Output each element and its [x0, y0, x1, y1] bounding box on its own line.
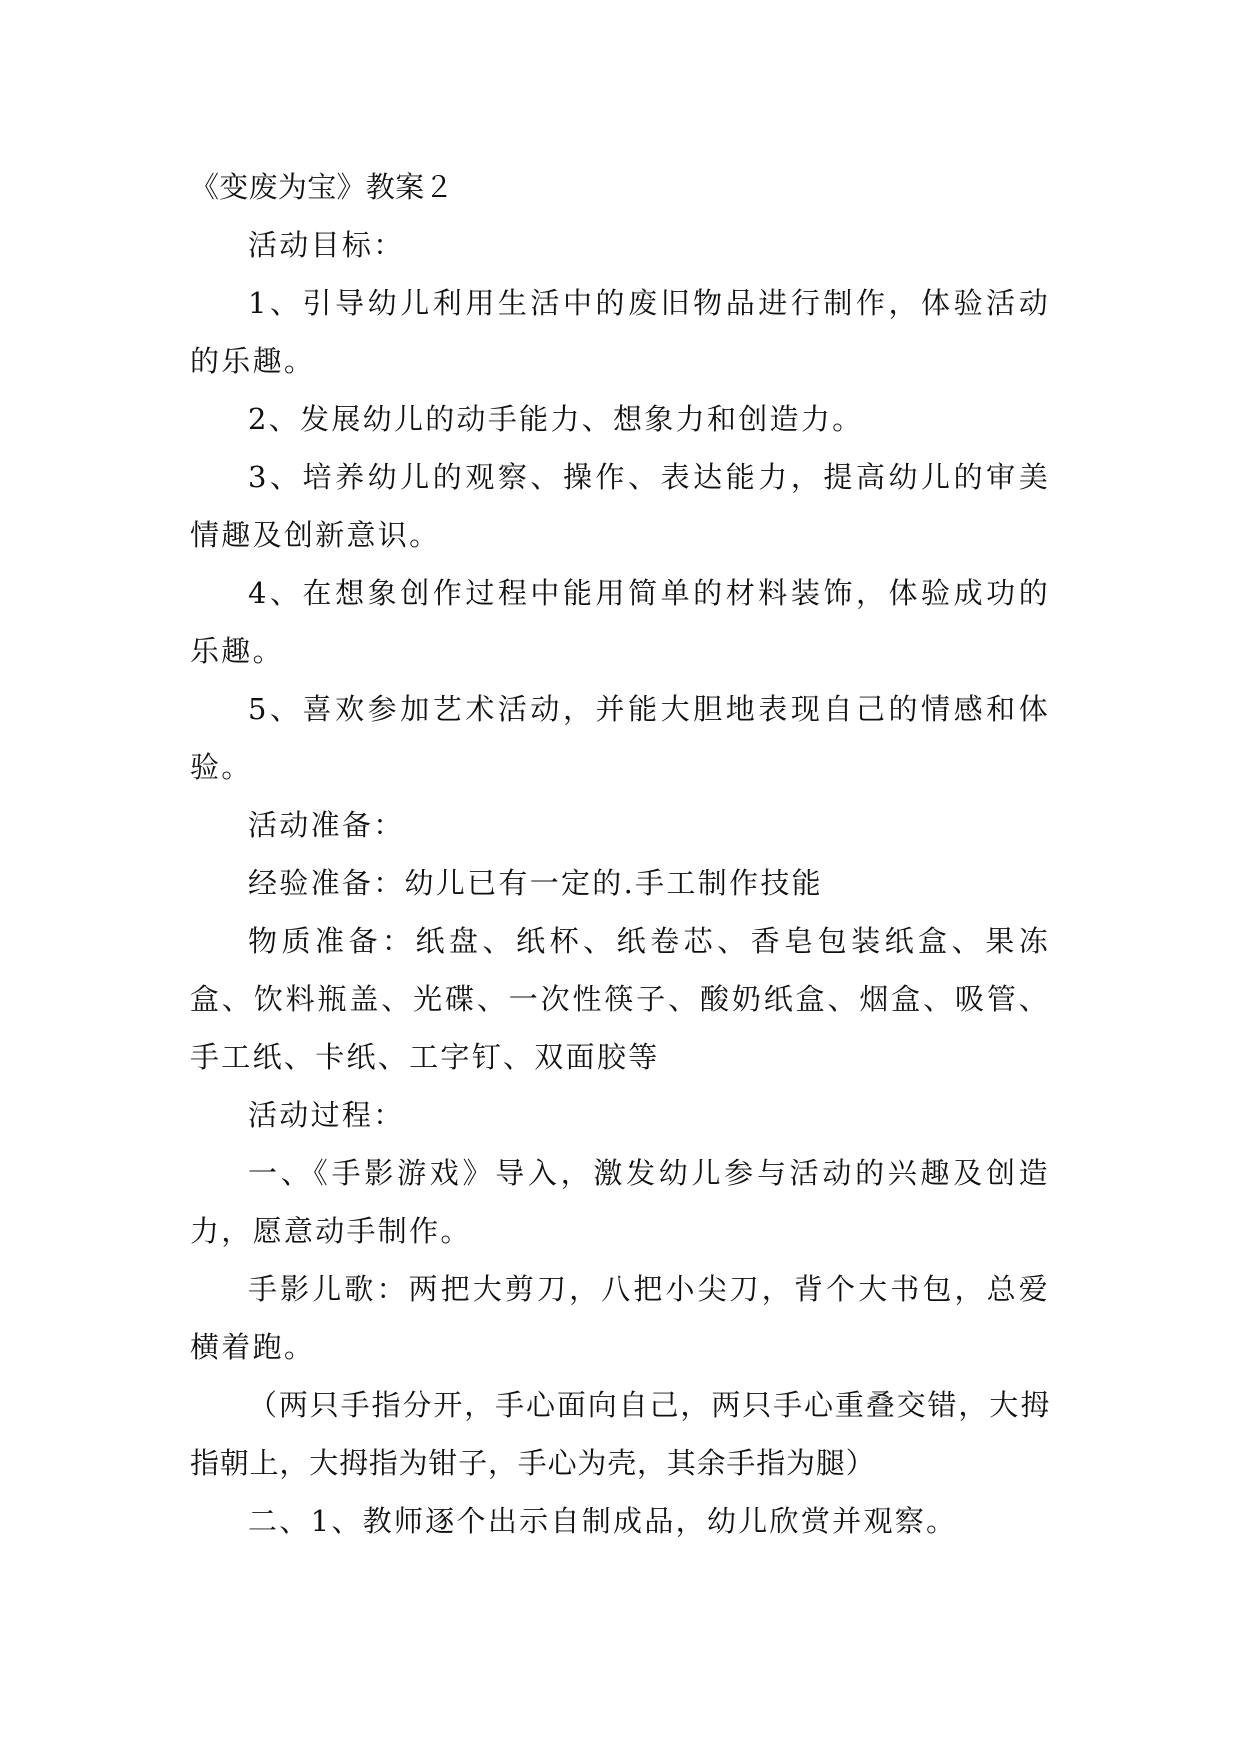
document-body [190, 158, 1050, 1550]
process-step-1: 一、《手影游戏》导入，激发幼儿参与活动的兴趣及创造力，愿意动手制作。 [190, 1156, 1050, 1248]
goal-item-2: 2、发展幼儿的动手能力、想象力和创造力。 [248, 402, 864, 436]
section-heading-process: 活动过程： [248, 1098, 405, 1132]
section-heading-preparation: 活动准备： [248, 808, 405, 842]
material-preparation: 物质准备：纸盘、纸杯、纸卷芯、香皂包装纸盒、果冻盒、饮料瓶盖、光碟、一次性筷子、酸奶纸盒、烟盒、吸管、手工纸、卡纸、工字钉、双面胶等 [190, 924, 1050, 1074]
document-title: 《变废为宝》教案２ [190, 170, 454, 204]
hand-shadow-rhyme: 手影儿歌：两把大剪刀，八把小尖刀，背个大书包，总爱横着跑。 [190, 1272, 1050, 1364]
experience-preparation: 经验准备：幼儿已有一定的.手工制作技能 [248, 866, 823, 900]
goal-item-3: 3、培养幼儿的观察、操作、表达能力，提高幼儿的审美情趣及创新意识。 [190, 460, 1050, 552]
process-step-2: 二、1、教师逐个出示自制成品，幼儿欣赏并观察。 [248, 1504, 958, 1538]
goal-item-4: 4、在想象创作过程中能用简单的材料装饰，体验成功的乐趣。 [190, 576, 1050, 668]
goal-item-1: 1、引导幼儿利用生活中的废旧物品进行制作，体验活动的乐趣。 [190, 286, 1050, 378]
goal-item-5: 5、喜欢参加艺术活动，并能大胆地表现自己的情感和体验。 [190, 692, 1050, 784]
section-heading-goals: 活动目标： [248, 228, 405, 262]
hand-shadow-instructions: （两只手指分开，手心面向自己，两只手心重叠交错，大拇指朝上，大拇指为钳子，手心为壳，其余手指为腿） [190, 1388, 1050, 1480]
